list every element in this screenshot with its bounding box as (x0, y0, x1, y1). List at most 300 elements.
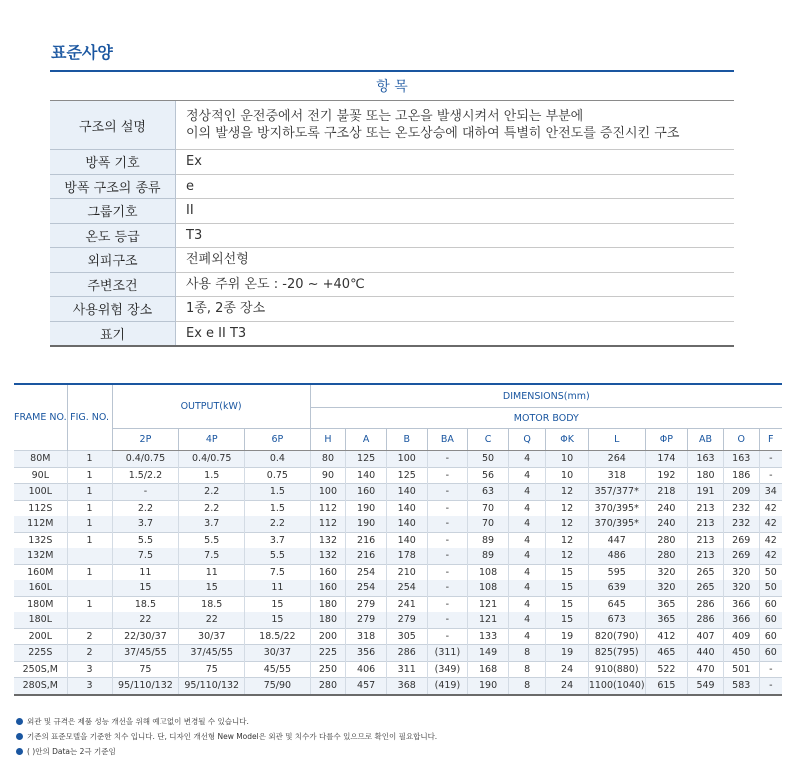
frame-cell: 180M (14, 596, 67, 612)
table-cell: 447 (588, 532, 645, 548)
table-cell: 320 (645, 580, 688, 596)
column-header: ΦP (645, 429, 688, 451)
table-cell: 450 (723, 645, 759, 662)
table-cell: 149 (468, 645, 509, 662)
table-cell: 1.5 (245, 500, 310, 516)
column-header: C (468, 429, 509, 451)
table-cell: 15 (245, 596, 310, 612)
table-cell: 264 (588, 451, 645, 468)
table-cell: 673 (588, 612, 645, 628)
table-row (14, 516, 782, 532)
table-cell: 407 (688, 628, 724, 645)
table-cell: 200 (310, 628, 346, 645)
spec-value-line: 정상적인 운전중에서 전기 불꽃 또는 고온을 발생시켜서 안되는 부분에 (186, 109, 584, 124)
table-cell: 3.7 (179, 516, 245, 532)
spec-label: 구조의 설명 (50, 101, 176, 150)
table-cell: 4 (508, 516, 545, 532)
column-header: Q (508, 429, 545, 451)
spec-value: Ex e II T3 (176, 321, 735, 346)
table-cell: 163 (723, 451, 759, 468)
dimensions-header: DIMENSIONS(mm) (310, 384, 782, 408)
table-cell: 356 (346, 645, 387, 662)
table-cell: 286 (386, 645, 427, 662)
table-cell: - (427, 467, 468, 484)
frame-cell: 250S,M (14, 661, 67, 678)
frame-no-header: FRAME NO. (14, 384, 67, 451)
table-cell: 160 (310, 580, 346, 596)
table-cell: 160 (310, 564, 346, 580)
table-cell: - (427, 564, 468, 580)
table-cell: 132 (310, 548, 346, 564)
spec-label: 방폭 구조의 종류 (50, 174, 176, 199)
table-cell: 0.75 (245, 467, 310, 484)
frame-cell: 80M (14, 451, 67, 468)
table-cell: 10 (546, 467, 589, 484)
bullet-icon (16, 733, 23, 740)
table-cell: 180 (310, 596, 346, 612)
frame-cell: 160M (14, 564, 67, 580)
table-cell: 168 (468, 661, 509, 678)
notes (16, 714, 437, 759)
table-cell: 2.2 (179, 484, 245, 501)
table-cell: 1 (67, 500, 112, 516)
table-cell: 7.5 (179, 548, 245, 564)
table-cell: 1.5 (179, 467, 245, 484)
table-cell: 75 (112, 661, 179, 678)
frame-cell: 225S (14, 645, 67, 662)
table-cell: 190 (468, 678, 509, 695)
table-cell: 30/37 (245, 645, 310, 662)
table-cell: 250 (310, 661, 346, 678)
table-cell: 11 (245, 580, 310, 596)
table-cell: 4 (508, 451, 545, 468)
table-cell: 18.5 (112, 596, 179, 612)
table-cell: 42 (759, 516, 782, 532)
table-cell: 265 (688, 580, 724, 596)
bullet-icon (16, 748, 23, 755)
column-header: ΦK (546, 429, 589, 451)
table-cell: 7.5 (245, 564, 310, 580)
table-cell: 180 (310, 612, 346, 628)
table-cell: 501 (723, 661, 759, 678)
table-cell: - (427, 516, 468, 532)
spec-value: e (176, 174, 735, 199)
table-cell: - (759, 451, 782, 468)
table-cell: 1 (67, 516, 112, 532)
column-header: AB (688, 429, 724, 451)
table-cell: - (427, 548, 468, 564)
table-cell: 470 (688, 661, 724, 678)
table-row (14, 500, 782, 516)
spec-header-row (50, 71, 734, 101)
spec-row (50, 297, 734, 322)
table-cell: 318 (346, 628, 387, 645)
table-cell: 15 (546, 580, 589, 596)
table-cell: 4 (508, 580, 545, 596)
table-cell: 269 (723, 532, 759, 548)
table-cell: 2.2 (112, 500, 179, 516)
spec-row (50, 174, 734, 199)
table-cell: 180 (688, 467, 724, 484)
table-cell: 522 (645, 661, 688, 678)
table-cell: 213 (688, 548, 724, 564)
column-header: O (723, 429, 759, 451)
frame-cell: 112S (14, 500, 67, 516)
table-cell: 8 (508, 661, 545, 678)
table-cell: 24 (546, 678, 589, 695)
table-cell: 163 (688, 451, 724, 468)
table-cell: 357/377* (588, 484, 645, 501)
spec-label: 그룹기호 (50, 199, 176, 224)
table-cell: 22 (179, 612, 245, 628)
table-cell: 15 (546, 612, 589, 628)
table-cell: 365 (645, 596, 688, 612)
table-cell: 60 (759, 596, 782, 612)
table-cell: 34 (759, 484, 782, 501)
table-cell: 269 (723, 548, 759, 564)
table-cell: 5.5 (179, 532, 245, 548)
frame-cell: 132M (14, 548, 67, 564)
table-cell: 186 (723, 467, 759, 484)
table-cell: - (427, 484, 468, 501)
table-cell: 15 (179, 580, 245, 596)
table-cell: 368 (386, 678, 427, 695)
table-cell: 133 (468, 628, 509, 645)
table-cell: 232 (723, 516, 759, 532)
table-cell: 10 (546, 451, 589, 468)
table-cell: 160 (346, 484, 387, 501)
table-row (14, 612, 782, 628)
table-cell: 18.5/22 (245, 628, 310, 645)
table-cell: 1 (67, 596, 112, 612)
spec-label: 사용위험 장소 (50, 297, 176, 322)
spec-row (50, 150, 734, 175)
table-cell: 286 (688, 596, 724, 612)
table-cell: 60 (759, 645, 782, 662)
column-header: H (310, 429, 346, 451)
note-text: ( )안의 Data는 2극 기준임 (27, 747, 116, 756)
table-cell: 190 (346, 516, 387, 532)
table-cell: 12 (546, 532, 589, 548)
table-cell: - (112, 484, 179, 501)
table-cell: - (427, 612, 468, 628)
table-cell: 2 (67, 628, 112, 645)
spec-label: 주변조건 (50, 272, 176, 297)
table-cell: 486 (588, 548, 645, 564)
output-header: OUTPUT(kW) (112, 384, 310, 429)
table-cell: 3 (67, 678, 112, 695)
table-cell: 4 (508, 532, 545, 548)
page-title: 표준사양 (51, 43, 113, 62)
table-cell: 45/55 (245, 661, 310, 678)
table-cell: 15 (245, 612, 310, 628)
table-cell: 42 (759, 500, 782, 516)
table-cell: 213 (688, 516, 724, 532)
table-cell: 280 (645, 532, 688, 548)
table-cell: 210 (386, 564, 427, 580)
table-row (14, 661, 782, 678)
table-cell: 19 (546, 645, 589, 662)
spec-row (50, 248, 734, 273)
table-cell: 825(795) (588, 645, 645, 662)
table-cell: 549 (688, 678, 724, 695)
table-cell: - (759, 678, 782, 695)
table-cell: 1 (67, 467, 112, 484)
column-header: BA (427, 429, 468, 451)
table-cell: 125 (386, 467, 427, 484)
table-cell: 305 (386, 628, 427, 645)
table-cell: 7.5 (112, 548, 179, 564)
table-cell: 15 (112, 580, 179, 596)
table-row (14, 678, 782, 695)
table-cell: 2 (67, 645, 112, 662)
table-cell: 4 (508, 484, 545, 501)
spec-value: Ex (176, 150, 735, 175)
spec-table (50, 70, 734, 347)
table-cell: 1 (67, 564, 112, 580)
table-cell: 370/395* (588, 500, 645, 516)
table-cell: 15 (546, 596, 589, 612)
table-cell (67, 548, 112, 564)
table-cell: - (427, 532, 468, 548)
table-cell: 108 (468, 564, 509, 580)
table-cell: 311 (386, 661, 427, 678)
column-header-row (14, 429, 782, 451)
table-row (14, 467, 782, 484)
spec-value: II (176, 199, 735, 224)
table-cell: 56 (468, 467, 509, 484)
table-row (14, 645, 782, 662)
table-cell: 4 (508, 596, 545, 612)
table-cell: 406 (346, 661, 387, 678)
spec-value-line: 이의 발생을 방지하도록 구조상 또는 온도상승에 대하여 특별히 안전도를 증진시킨 구조 (186, 126, 680, 141)
table-cell: 254 (346, 580, 387, 596)
table-cell: 4 (508, 500, 545, 516)
table-cell: 240 (645, 500, 688, 516)
table-cell: 50 (759, 580, 782, 596)
table-cell: 366 (723, 596, 759, 612)
note-item (16, 729, 437, 744)
table-cell: 279 (346, 596, 387, 612)
table-row (14, 564, 782, 580)
table-cell: 80 (310, 451, 346, 468)
table-cell: 232 (723, 500, 759, 516)
table-cell: - (427, 628, 468, 645)
table-cell: 42 (759, 532, 782, 548)
table-cell: 280 (645, 548, 688, 564)
note-text: 외관 및 규격은 제품 성능 개선을 위해 예고없이 변경될 수 있습니다. (27, 717, 249, 726)
spec-value: 사용 주위 온도 : -20 ~ +40℃ (176, 272, 735, 297)
table-cell: 216 (346, 548, 387, 564)
table-cell: 178 (386, 548, 427, 564)
table-cell: 2.2 (179, 500, 245, 516)
spec-label: 표기 (50, 321, 176, 346)
table-cell: 820(790) (588, 628, 645, 645)
table-cell: 140 (386, 500, 427, 516)
column-header: A (346, 429, 387, 451)
table-cell: 1100(1040) (588, 678, 645, 695)
table-cell: 365 (645, 612, 688, 628)
table-cell: (311) (427, 645, 468, 662)
table-cell: 440 (688, 645, 724, 662)
frame-cell: 112M (14, 516, 67, 532)
table-cell: 280 (310, 678, 346, 695)
dimensions-table (14, 383, 782, 696)
table-cell: 3.7 (245, 532, 310, 548)
table-cell: 100 (310, 484, 346, 501)
table-cell: 140 (386, 532, 427, 548)
table-cell: 645 (588, 596, 645, 612)
table-cell: 89 (468, 548, 509, 564)
table-cell: 125 (346, 451, 387, 468)
table-cell: 37/45/55 (112, 645, 179, 662)
table-cell: 50 (468, 451, 509, 468)
table-cell: 63 (468, 484, 509, 501)
note-item (16, 744, 437, 759)
table-cell: 209 (723, 484, 759, 501)
table-cell: 639 (588, 580, 645, 596)
table-cell: 22 (112, 612, 179, 628)
table-cell: 240 (645, 516, 688, 532)
fig-no-header: FIG. NO. (67, 384, 112, 451)
table-cell (67, 580, 112, 596)
table-cell: 409 (723, 628, 759, 645)
frame-cell: 180L (14, 612, 67, 628)
spec-header: 항 목 (50, 71, 734, 101)
table-cell: 910(880) (588, 661, 645, 678)
table-cell: 1 (67, 451, 112, 468)
table-cell: 254 (346, 564, 387, 580)
note-text: 기존의 표준모델을 기준한 치수 입니다. 단, 디자인 개선형 New Model은 외관 및 치수가 다를수 있으므로 확인이 필요합니다. (27, 732, 438, 741)
table-cell: 192 (645, 467, 688, 484)
column-header: B (386, 429, 427, 451)
table-cell: 8 (508, 645, 545, 662)
table-cell: 457 (346, 678, 387, 695)
table-cell: 191 (688, 484, 724, 501)
table-cell: 320 (645, 564, 688, 580)
table-cell: 42 (759, 548, 782, 564)
table-cell: 121 (468, 612, 509, 628)
table-cell: - (427, 580, 468, 596)
table-cell: 241 (386, 596, 427, 612)
table-cell: 3 (67, 661, 112, 678)
table-cell: 216 (346, 532, 387, 548)
table-cell: 95/110/132 (112, 678, 179, 695)
table-cell: 1 (67, 484, 112, 501)
table-cell: 190 (346, 500, 387, 516)
table-cell: 0.4 (245, 451, 310, 468)
table-cell: 225 (310, 645, 346, 662)
frame-cell: 160L (14, 580, 67, 596)
table-cell: 140 (346, 467, 387, 484)
table-cell: 108 (468, 580, 509, 596)
frame-cell: 132S (14, 532, 67, 548)
table-row (14, 484, 782, 501)
table-cell: 1 (67, 532, 112, 548)
motor-body-header: MOTOR BODY (310, 408, 782, 429)
table-cell: 11 (179, 564, 245, 580)
table-cell: 89 (468, 532, 509, 548)
table-cell: 4 (508, 548, 545, 564)
spec-row (50, 321, 734, 346)
table-cell: 90 (310, 467, 346, 484)
table-cell: 12 (546, 548, 589, 564)
spec-value: 1종, 2종 장소 (176, 297, 735, 322)
table-cell: 75/90 (245, 678, 310, 695)
table-cell: 286 (688, 612, 724, 628)
table-cell: (349) (427, 661, 468, 678)
column-header: 2P (112, 429, 179, 451)
spec-row (50, 199, 734, 224)
frame-cell: 90L (14, 467, 67, 484)
table-cell: 320 (723, 564, 759, 580)
table-cell: 60 (759, 612, 782, 628)
spec-row (50, 101, 734, 150)
column-header: F (759, 429, 782, 451)
spec-value (176, 101, 735, 150)
table-cell: 5.5 (112, 532, 179, 548)
table-cell: 70 (468, 500, 509, 516)
column-header: 4P (179, 429, 245, 451)
table-cell: 12 (546, 484, 589, 501)
spec-label: 방폭 기호 (50, 150, 176, 175)
frame-cell: 200L (14, 628, 67, 645)
table-cell: 22/30/37 (112, 628, 179, 645)
table-cell: 37/45/55 (179, 645, 245, 662)
table-cell: 412 (645, 628, 688, 645)
table-row (14, 532, 782, 548)
table-cell: 70 (468, 516, 509, 532)
table-cell: 60 (759, 628, 782, 645)
table-cell: 4 (508, 628, 545, 645)
table-cell: 265 (688, 564, 724, 580)
table-cell: 465 (645, 645, 688, 662)
table-cell: 12 (546, 516, 589, 532)
table-cell: 1.5 (245, 484, 310, 501)
table-cell: 615 (645, 678, 688, 695)
table-cell: 5.5 (245, 548, 310, 564)
frame-cell: 280S,M (14, 678, 67, 695)
table-cell: 279 (346, 612, 387, 628)
table-cell: 19 (546, 628, 589, 645)
table-cell: - (759, 467, 782, 484)
table-cell: 218 (645, 484, 688, 501)
table-cell: 279 (386, 612, 427, 628)
spec-row (50, 223, 734, 248)
table-cell: 18.5 (179, 596, 245, 612)
table-cell: 15 (546, 564, 589, 580)
table-cell: 4 (508, 612, 545, 628)
table-cell: 8 (508, 678, 545, 695)
table-cell: 366 (723, 612, 759, 628)
spec-label: 외피구조 (50, 248, 176, 273)
table-row (14, 548, 782, 564)
table-cell: 0.4/0.75 (179, 451, 245, 468)
table-row (14, 596, 782, 612)
table-cell: 132 (310, 532, 346, 548)
spec-value: T3 (176, 223, 735, 248)
table-cell: 140 (386, 484, 427, 501)
bullet-icon (16, 718, 23, 725)
table-cell: 30/37 (179, 628, 245, 645)
table-cell: 320 (723, 580, 759, 596)
table-row (14, 628, 782, 645)
table-cell: 140 (386, 516, 427, 532)
table-cell: 100 (386, 451, 427, 468)
table-cell: - (427, 451, 468, 468)
spec-value: 전폐외선형 (176, 248, 735, 273)
table-cell: 370/395* (588, 516, 645, 532)
